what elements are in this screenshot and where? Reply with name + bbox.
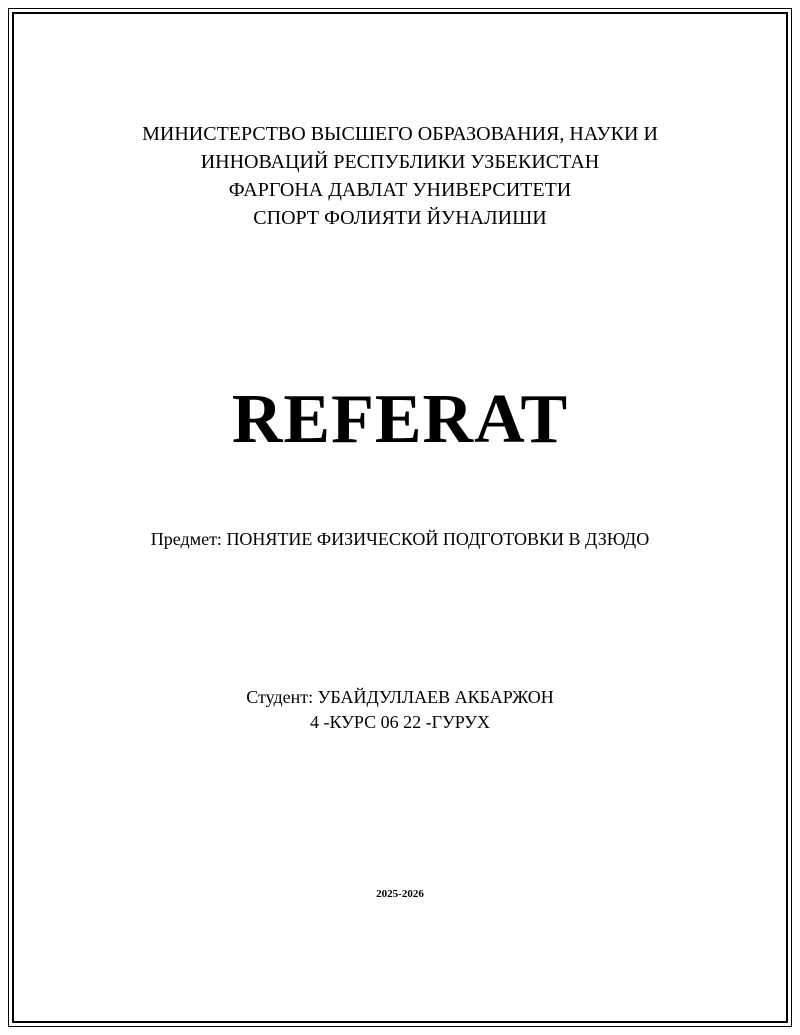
header-line-department: СПОРТ ФОЛИЯТИ ЙУНАЛИШИ — [253, 207, 547, 229]
academic-year: 2025-2026 — [376, 888, 424, 900]
student-group: 4 -КУРС 06 22 -ГУРУХ — [309, 712, 491, 732]
institution-header — [0, 120, 800, 232]
subject-label: Предмет: — [150, 529, 222, 549]
header-line-university: ФАРГОНА ДАВЛАТ УНИВЕРСИТЕТИ — [228, 179, 572, 201]
header-line-ministry: МИНИСТЕРСТВО ВЫСШЕГО ОБРАЗОВАНИЯ, НАУКИ И — [142, 123, 658, 145]
document-title: REFERAT — [231, 381, 569, 458]
student-label: Студент: — [246, 687, 314, 707]
student-info — [0, 685, 800, 735]
student-line — [0, 685, 800, 710]
student-name: УБАЙДУЛЛАЕВ АКБАРЖОН — [317, 687, 554, 707]
subject-line — [0, 527, 800, 551]
subject-value: ПОНЯТИЕ ФИЗИЧЕСКОЙ ПОДГОТОВКИ В ДЗЮДО — [226, 529, 650, 549]
header-line-innovations: ИННОВАЦИЙ РЕСПУБЛИКИ УЗБЕКИСТАН — [200, 151, 600, 173]
